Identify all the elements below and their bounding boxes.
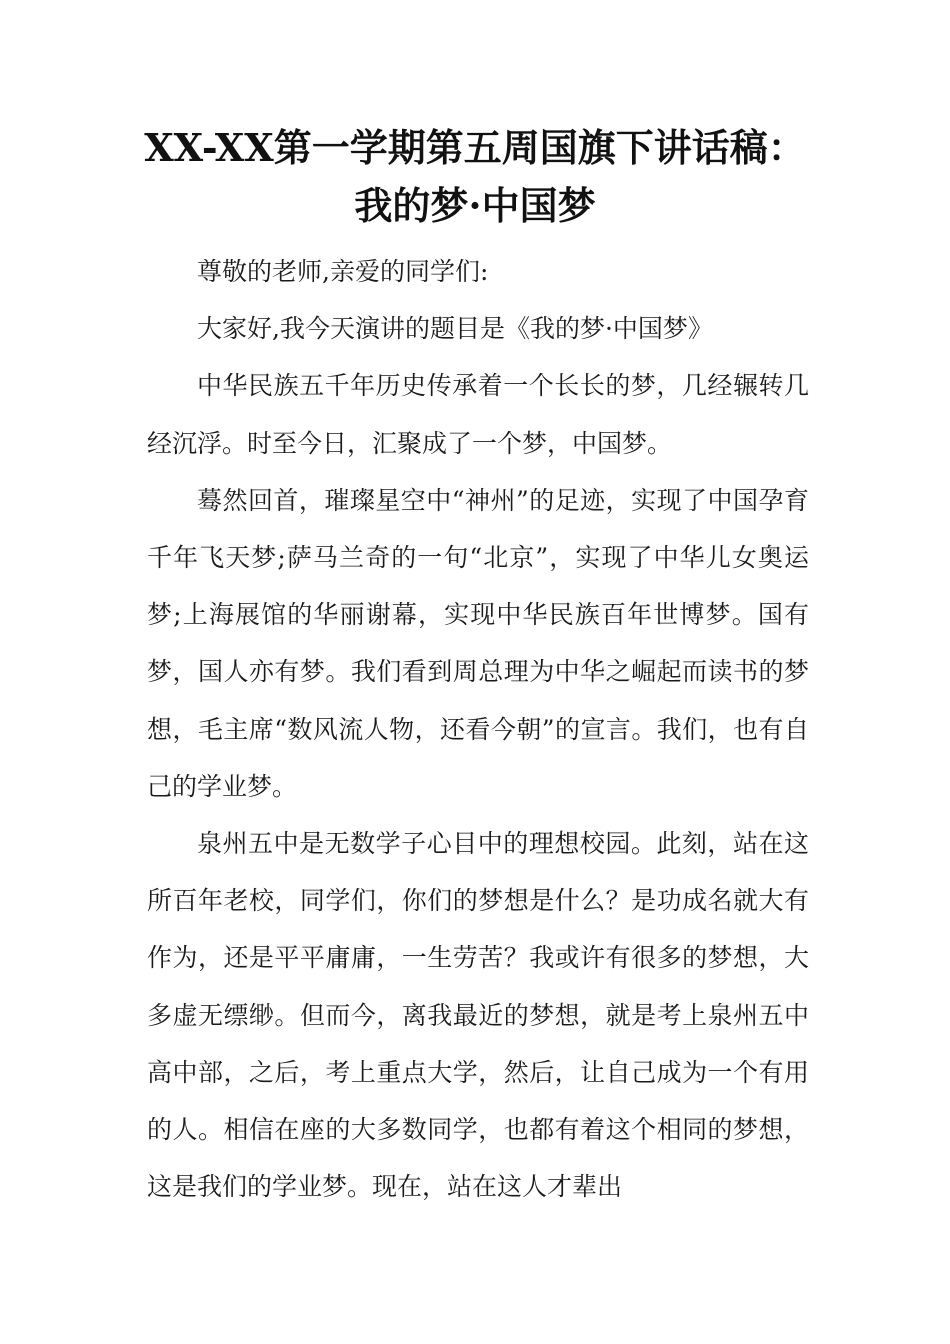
paragraph-greeting: 大家好,我今天演讲的题目是《我的梦·中国梦》 (197, 314, 713, 344)
paragraph-school-dream: 泉州五中是无数学子心目中的理想校园。此刻，站在这所百年老校，同学们，你们的梦想是什么？是功成名就大有作为，还是平平庸庸，一生劳苦？我或许有很多的梦想，大多虚无缥缈。但而今，离我最近的梦想，就是考上泉州五中高中部，之后，考上重点大学，然后，让自己成为一个有用的人。相信在座的大多数同学，也都有着这个相同的梦想，这是我们的学业梦。现在，站在这人才辈出 (147, 829, 809, 1202)
paragraph-history: 中华民族五千年历史传承着一个长长的梦，几经辗转几经沉浮。时至今日，汇聚成了一个梦，中国梦。 (147, 371, 809, 458)
document-title (0, 122, 950, 232)
paragraph-salutation: 尊敬的老师,亲爱的同学们: (197, 257, 489, 286)
paragraph-achievements: 蓦然回首，璀璨星空中“神州”的足迹，实现了中国孕育千年飞天梦;萨马兰奇的一句“北京”，实现了中华儿女奥运梦;上海展馆的华丽谢幕，实现中华民族百年世博梦。国有梦，国人亦有梦。我们看到周总理为中华之崛起而读书的梦想，毛主席“数风流人物，还看今朝”的宣言。我们，也有自己的学业梦。 (147, 485, 809, 801)
title-line-2: 我的梦·中国梦 (354, 183, 596, 228)
document-body (147, 243, 809, 1215)
title-line-1: XX-XX第一学期第五周国旗下讲话稿： (144, 125, 806, 170)
